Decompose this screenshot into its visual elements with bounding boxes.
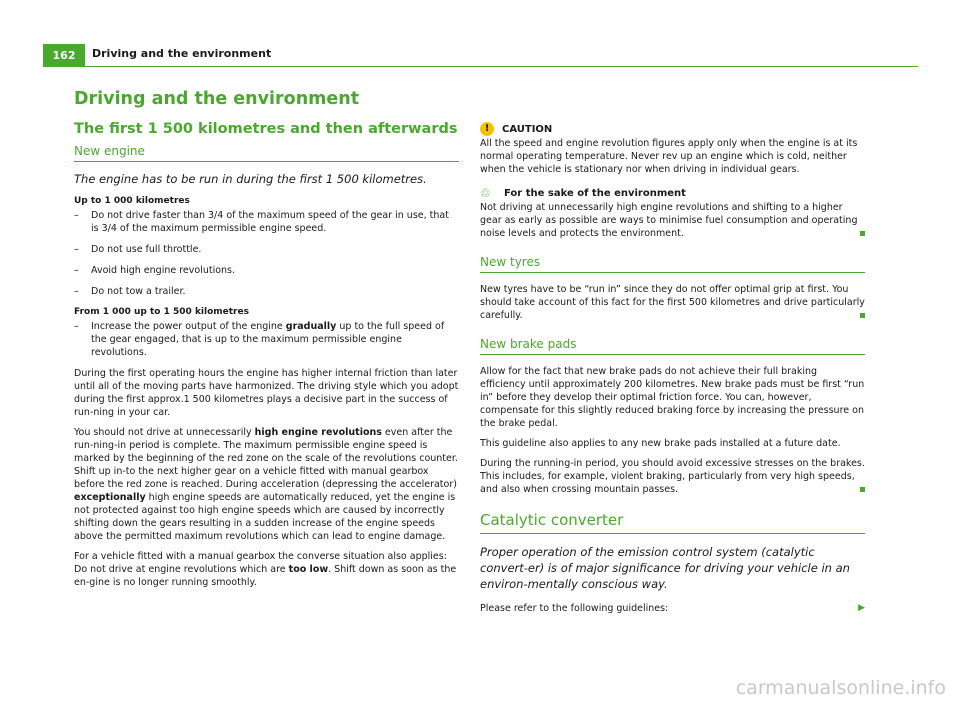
continue-arrow-icon: ▶ <box>858 603 865 613</box>
subheading-up-to-1000: Up to 1 000 kilometres <box>74 196 190 206</box>
subsection-new-engine: New engine <box>74 143 459 162</box>
list-item: – Do not tow a trailer. <box>74 285 459 298</box>
header-rule <box>43 66 918 67</box>
end-mark-icon <box>860 313 865 318</box>
paragraph: For a vehicle fitted with a manual gearbox the converse situation also applies: Do not drive at engine revolutions which are too low. Shift down as soon as the en-gine is no longer running smoothly. <box>74 551 457 588</box>
caution-title: CAUTION <box>502 123 553 135</box>
lead-text: The engine has to be run in during the first 1 500 kilometres. <box>74 172 427 186</box>
watermark: carmanualsonline.info <box>735 677 946 699</box>
list-item: – Increase the power output of the engine gradually up to the full speed of the gear engaged, that is up to the maximum permissible engine revolutions. <box>74 320 459 359</box>
end-mark-icon <box>860 487 865 492</box>
section-title: The first 1 500 kilometres and then afterwards <box>74 121 458 137</box>
paragraph: During the first operating hours the engine has higher internal friction than later until all of the moving parts have harmonized. The driving style which you adopt during the first approx.1 500 kilometres plays a decisive part in the success of run-ning in your car. <box>74 368 459 418</box>
left-column <box>74 88 459 596</box>
caution-text: All the speed and engine revolution figures apply only when the engine is at its normal operating temperature. Never rev up an engine which is cold, neither when the vehicle is stationary nor when driving in individual gears. <box>480 138 858 175</box>
section-catalytic-converter: Catalytic converter <box>480 510 865 534</box>
end-mark-icon <box>860 231 865 236</box>
subheading-1000-to-1500: From 1 000 up to 1 500 kilometres <box>74 307 249 317</box>
lead-text: Proper operation of the emission control system (catalytic convert-er) is of major significance for driving your vehicle in an environ-mentally conscious way. <box>480 545 850 591</box>
paragraph: Allow for the fact that new brake pads do not achieve their full braking efficiency until approximately 200 kilometres. New brake pads must be first “run in” before they develop their optimal friction force. You can, however, compensate for this slightly reduced braking force by increasing the pressure on the brake pedal. <box>480 366 865 429</box>
page-number: 162 <box>43 44 85 67</box>
paragraph: You should not drive at unnecessarily high engine revolutions even after the run-ning-in period is complete. The maximum permissible engine speed is marked by the beginning of the red zone on the scale of the revolutions counter. Shift up in-to the next higher gear on a vehicle fitted with manual gearbox before the red zone is reached. During acceleration (depressing the accelerator) exceptionally high engine speeds are automatically reduced, yet the engine is not protected against too high engine speeds which are caused by incorrectly shifting down the gears resulting in a sudden increase of the engine speeds above the permitted maximum revolutions which can lead to engine damage. <box>74 427 458 542</box>
paragraph: During the running-in period, you should avoid excessive stresses on the brakes. This includes, for example, violent braking, particularly from very high speeds, and also when crossing mountain passes. <box>480 458 865 495</box>
environment-text: Not driving at unnecessarily high engine revolutions and shifting to a higher gear as early as possible are ways to minimise fuel consumption and operating noise levels and protects the environment. <box>480 201 865 240</box>
right-column <box>480 122 865 622</box>
list-item: – Do not drive faster than 3/4 of the maximum speed of the gear in use, that is 3/4 of the maximum permissible engine speed. <box>74 209 459 235</box>
caution-icon: ! <box>480 122 494 136</box>
paragraph: New tyres have to be “run in” since they do not offer optimal grip at first. You should take account of this fact for the first 500 kilometres and drive particularly carefully. <box>480 284 865 321</box>
subsection-new-brake-pads: New brake pads <box>480 336 865 355</box>
running-header-title: Driving and the environment <box>92 47 272 60</box>
environment-note <box>480 186 865 240</box>
environment-title: For the sake of the environment <box>504 187 686 199</box>
list-item: – Do not use full throttle. <box>74 243 459 256</box>
caution-note <box>480 122 865 176</box>
paragraph: Please refer to the following guidelines: ▶ <box>480 603 865 614</box>
chapter-title: Driving and the environment <box>74 89 360 109</box>
paragraph: This guideline also applies to any new brake pads installed at a future date. <box>480 438 841 449</box>
list-item: – Avoid high engine revolutions. <box>74 264 459 277</box>
subsection-new-tyres: New tyres <box>480 254 865 273</box>
environment-icon: ♲ <box>480 186 491 200</box>
